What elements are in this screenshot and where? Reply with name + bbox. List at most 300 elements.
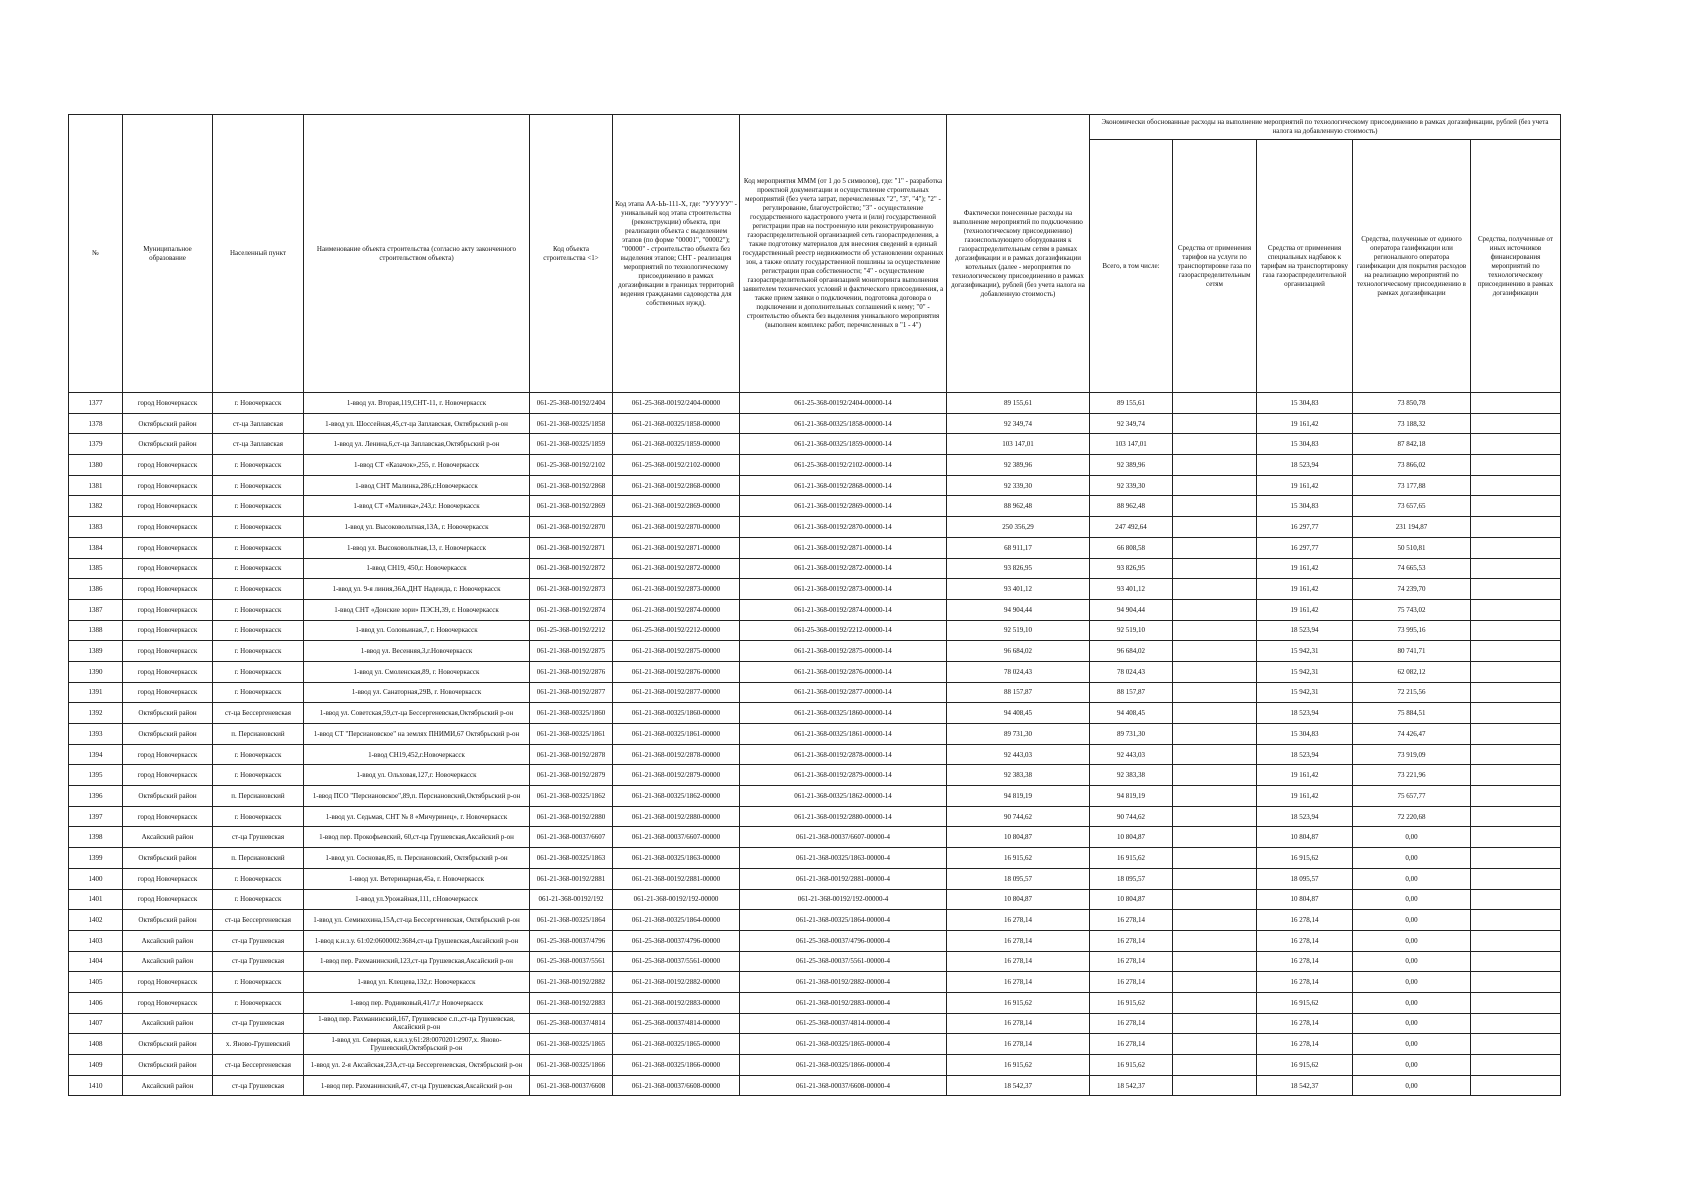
cell-single-operator: 72 220,68 (1353, 806, 1471, 827)
cell-total: 92 383,38 (1090, 765, 1173, 786)
cell-stage-code: 061-21-368-00325/1858-00000 (613, 413, 740, 434)
cell-other-sources (1471, 1034, 1561, 1055)
cell-single-operator: 0,00 (1353, 1013, 1471, 1034)
cell-settlement: г. Новочеркасск (213, 744, 304, 765)
cell-object-name: 1-ввод ул. Ольховая,127,г. Новочеркасск (304, 765, 530, 786)
cell-object-code: 061-21-368-00037/6607 (530, 827, 613, 848)
cell-no: 1398 (69, 827, 123, 848)
cell-actual-costs: 78 024,43 (947, 661, 1090, 682)
cell-tariff-transport (1173, 724, 1257, 745)
cell-no: 1400 (69, 868, 123, 889)
cell-municipality: город Новочеркасск (123, 393, 213, 414)
cell-stage-code: 061-21-368-00192/2876-00000 (613, 661, 740, 682)
cell-actual-costs: 96 684,02 (947, 641, 1090, 662)
cell-other-sources (1471, 930, 1561, 951)
cell-object-code: 061-21-368-00325/1861 (530, 724, 613, 745)
cell-tariff-transport (1173, 868, 1257, 889)
cell-settlement: г. Новочеркасск (213, 558, 304, 579)
cell-total: 96 684,02 (1090, 641, 1173, 662)
cell-municipality: Октябрьский район (123, 848, 213, 869)
cell-other-sources (1471, 661, 1561, 682)
cell-object-code: 061-21-368-00037/6608 (530, 1075, 613, 1096)
table-row (69, 682, 1561, 703)
cell-event-code: 061-21-368-00325/1866-00000-4 (740, 1055, 947, 1076)
cell-object-name: 1-ввод ул. 9-я линия,36А,ДНТ Надежда, г. Новочеркасск (304, 579, 530, 600)
cell-settlement: ст-ца Бессергеневская (213, 703, 304, 724)
cell-tariff-transport (1173, 910, 1257, 931)
cell-settlement: ст-ца Грушевская (213, 1013, 304, 1034)
cell-other-sources (1471, 599, 1561, 620)
cell-object-name: 1-ввод СН19, 450,г. Новочеркасск (304, 558, 530, 579)
cell-object-name: 1-ввод СТ «Казачок»,255, г. Новочеркасск (304, 455, 530, 476)
cell-tariff-transport (1173, 786, 1257, 807)
cell-actual-costs: 88 157,87 (947, 682, 1090, 703)
cell-single-operator: 75 884,51 (1353, 703, 1471, 724)
cell-other-sources (1471, 786, 1561, 807)
cell-municipality: город Новочеркасск (123, 641, 213, 662)
cell-tariff-transport (1173, 806, 1257, 827)
cell-other-sources (1471, 496, 1561, 517)
cell-object-code: 061-25-368-00037/4796 (530, 930, 613, 951)
cell-special-markups: 16 278,14 (1257, 1013, 1353, 1034)
cell-object-name: 1-ввод ул. Санаторная,29В, г. Новочеркасск (304, 682, 530, 703)
table-row (69, 517, 1561, 538)
cell-actual-costs: 94 904,44 (947, 599, 1090, 620)
cell-settlement: х. Яново-Грушевский (213, 1034, 304, 1055)
cell-settlement: ст-ца Грушевская (213, 951, 304, 972)
cell-single-operator: 0,00 (1353, 1034, 1471, 1055)
cell-total: 89 731,30 (1090, 724, 1173, 745)
cell-municipality: город Новочеркасск (123, 537, 213, 558)
cell-municipality: Аксайский район (123, 951, 213, 972)
cell-other-sources (1471, 910, 1561, 931)
table-row (69, 455, 1561, 476)
cell-total: 89 155,61 (1090, 393, 1173, 414)
cell-event-code: 061-21-368-00192/2881-00000-4 (740, 868, 947, 889)
cell-event-code: 061-21-368-00325/1860-00000-14 (740, 703, 947, 724)
cell-special-markups: 15 304,83 (1257, 434, 1353, 455)
cell-actual-costs: 92 383,38 (947, 765, 1090, 786)
cell-total: 16 278,14 (1090, 951, 1173, 972)
cell-settlement: г. Новочеркасск (213, 682, 304, 703)
cell-special-markups: 19 161,42 (1257, 765, 1353, 786)
table-row (69, 1034, 1561, 1055)
cell-actual-costs: 16 915,62 (947, 992, 1090, 1013)
header-object-name: Наименование объекта строительства (согласно акту законченного строительством объекта) (304, 115, 530, 393)
cell-actual-costs: 16 278,14 (947, 972, 1090, 993)
cell-other-sources (1471, 744, 1561, 765)
cell-tariff-transport (1173, 1013, 1257, 1034)
cell-other-sources (1471, 682, 1561, 703)
cell-no: 1391 (69, 682, 123, 703)
cell-event-code: 061-21-368-00192/2874-00000-14 (740, 599, 947, 620)
cell-stage-code: 061-25-368-00192/2404-00000 (613, 393, 740, 414)
cell-tariff-transport (1173, 537, 1257, 558)
cell-stage-code: 061-21-368-00192/2871-00000 (613, 537, 740, 558)
cell-single-operator: 74 426,47 (1353, 724, 1471, 745)
cell-actual-costs: 16 278,14 (947, 910, 1090, 931)
table-row (69, 930, 1561, 951)
table-row (69, 765, 1561, 786)
cell-stage-code: 061-21-368-00325/1865-00000 (613, 1034, 740, 1055)
cell-single-operator: 73 221,96 (1353, 765, 1471, 786)
cell-special-markups: 19 161,42 (1257, 599, 1353, 620)
cell-total: 10 804,87 (1090, 827, 1173, 848)
table-row (69, 641, 1561, 662)
cell-event-code: 061-21-368-00325/1865-00000-4 (740, 1034, 947, 1055)
cell-other-sources (1471, 517, 1561, 538)
cell-no: 1379 (69, 434, 123, 455)
cell-object-code: 061-21-368-00192/2869 (530, 496, 613, 517)
cell-event-code: 061-21-368-00037/6607-00000-4 (740, 827, 947, 848)
cell-other-sources (1471, 951, 1561, 972)
cell-settlement: ст-ца Грушевская (213, 1075, 304, 1096)
cell-special-markups: 16 278,14 (1257, 910, 1353, 931)
cell-total: 16 278,14 (1090, 1034, 1173, 1055)
cell-single-operator: 87 842,18 (1353, 434, 1471, 455)
cell-settlement: г. Новочеркасск (213, 579, 304, 600)
cell-object-name: 1-ввод ул. Клещева,132,г. Новочеркасск (304, 972, 530, 993)
cell-settlement: г. Новочеркасск (213, 641, 304, 662)
cell-tariff-transport (1173, 599, 1257, 620)
cell-event-code: 061-21-368-00192/2877-00000-14 (740, 682, 947, 703)
cell-settlement: г. Новочеркасск (213, 806, 304, 827)
cell-single-operator: 74 665,53 (1353, 558, 1471, 579)
cell-actual-costs: 16 278,14 (947, 1013, 1090, 1034)
table-row (69, 475, 1561, 496)
cell-special-markups: 16 915,62 (1257, 992, 1353, 1013)
table-row (69, 496, 1561, 517)
cell-single-operator: 75 743,02 (1353, 599, 1471, 620)
cell-special-markups: 15 942,31 (1257, 661, 1353, 682)
cell-event-code: 061-21-368-00192/2873-00000-14 (740, 579, 947, 600)
cell-total: 90 744,62 (1090, 806, 1173, 827)
cell-stage-code: 061-21-368-00192/2880-00000 (613, 806, 740, 827)
cell-settlement: ст-ца Бессергеневская (213, 1055, 304, 1076)
cell-object-code: 061-25-368-00037/5561 (530, 951, 613, 972)
cell-event-code: 061-21-368-00192/2879-00000-14 (740, 765, 947, 786)
cell-event-code: 061-21-368-00192/2876-00000-14 (740, 661, 947, 682)
table-row (69, 868, 1561, 889)
cell-total: 92 519,10 (1090, 620, 1173, 641)
cell-special-markups: 16 278,14 (1257, 930, 1353, 951)
cell-object-name: 1-ввод ул.Урожайная,111, г.Новочеркасск (304, 889, 530, 910)
cell-settlement: г. Новочеркасск (213, 868, 304, 889)
cell-municipality: Аксайский район (123, 1013, 213, 1034)
cell-settlement: г. Новочеркасск (213, 455, 304, 476)
cell-stage-code: 061-21-368-00192/2870-00000 (613, 517, 740, 538)
cell-special-markups: 16 278,14 (1257, 972, 1353, 993)
cell-tariff-transport (1173, 827, 1257, 848)
cell-no: 1396 (69, 786, 123, 807)
cell-stage-code: 061-21-368-00192/2869-00000 (613, 496, 740, 517)
cell-actual-costs: 16 278,14 (947, 1034, 1090, 1055)
header-municipality: Муниципальное образование (123, 115, 213, 393)
cell-stage-code: 061-25-368-00192/2212-00000 (613, 620, 740, 641)
cell-single-operator: 0,00 (1353, 930, 1471, 951)
table-row (69, 951, 1561, 972)
cell-event-code: 061-25-368-00192/2102-00000-14 (740, 455, 947, 476)
cell-special-markups: 10 804,87 (1257, 827, 1353, 848)
cell-municipality: город Новочеркасск (123, 682, 213, 703)
cell-single-operator: 80 741,71 (1353, 641, 1471, 662)
cell-single-operator: 0,00 (1353, 889, 1471, 910)
cell-municipality: город Новочеркасск (123, 765, 213, 786)
cell-single-operator: 62 082,12 (1353, 661, 1471, 682)
cell-stage-code: 061-21-368-00325/1863-00000 (613, 848, 740, 869)
cell-other-sources (1471, 434, 1561, 455)
cell-special-markups: 18 523,94 (1257, 703, 1353, 724)
cell-municipality: Аксайский район (123, 827, 213, 848)
cell-total: 88 962,48 (1090, 496, 1173, 517)
cell-total: 16 915,62 (1090, 992, 1173, 1013)
cell-special-markups: 18 095,57 (1257, 868, 1353, 889)
cell-tariff-transport (1173, 455, 1257, 476)
cell-total: 16 278,14 (1090, 1013, 1173, 1034)
cell-tariff-transport (1173, 579, 1257, 600)
cell-object-name: 1-ввод СН19,452,г.Новочеркасск (304, 744, 530, 765)
cell-actual-costs: 16 278,14 (947, 930, 1090, 951)
cell-no: 1408 (69, 1034, 123, 1055)
cell-stage-code: 061-21-368-00325/1861-00000 (613, 724, 740, 745)
cell-object-code: 061-21-368-00325/1860 (530, 703, 613, 724)
cell-tariff-transport (1173, 848, 1257, 869)
cell-object-name: 1-ввод ул. Смоленская,89, г. Новочеркасск (304, 661, 530, 682)
cell-tariff-transport (1173, 558, 1257, 579)
header-object-code: Код объекта строительства <1> (530, 115, 613, 393)
header-tariff-transport: Средства от применения тарифов на услуги по транспортировке газа по газораспределительным сетям (1173, 140, 1257, 393)
cell-stage-code: 061-21-368-00192/2883-00000 (613, 992, 740, 1013)
cell-special-markups: 16 278,14 (1257, 951, 1353, 972)
cell-object-code: 061-21-368-00192/2883 (530, 992, 613, 1013)
cell-actual-costs: 92 443,03 (947, 744, 1090, 765)
cell-municipality: город Новочеркасск (123, 744, 213, 765)
cell-object-code: 061-25-368-00192/2102 (530, 455, 613, 476)
cell-stage-code: 061-25-368-00037/4814-00000 (613, 1013, 740, 1034)
cell-event-code: 061-21-368-00192/2882-00000-4 (740, 972, 947, 993)
cell-single-operator: 0,00 (1353, 1075, 1471, 1096)
cell-no: 1403 (69, 930, 123, 951)
cell-other-sources (1471, 703, 1561, 724)
cell-total: 18 542,37 (1090, 1075, 1173, 1096)
cell-special-markups: 19 161,42 (1257, 579, 1353, 600)
cell-settlement: г. Новочеркасск (213, 992, 304, 1013)
cell-settlement: г. Новочеркасск (213, 517, 304, 538)
cell-settlement: ст-ца Грушевская (213, 930, 304, 951)
cell-object-code: 061-21-368-00192/2870 (530, 517, 613, 538)
cell-other-sources (1471, 889, 1561, 910)
cell-event-code: 061-25-368-00037/5561-00000-4 (740, 951, 947, 972)
cell-stage-code: 061-21-368-00325/1866-00000 (613, 1055, 740, 1076)
cell-object-code: 061-25-368-00037/4814 (530, 1013, 613, 1034)
cell-other-sources (1471, 475, 1561, 496)
cell-stage-code: 061-21-368-00192/2875-00000 (613, 641, 740, 662)
table-row (69, 579, 1561, 600)
cell-actual-costs: 92 519,10 (947, 620, 1090, 641)
cell-municipality: Октябрьский район (123, 786, 213, 807)
cell-object-name: 1-ввод пер. Рахманинский,123,ст-ца Грушевская,Аксайский р-он (304, 951, 530, 972)
cell-settlement: ст-ца Бессергеневская (213, 910, 304, 931)
cell-total: 18 095,57 (1090, 868, 1173, 889)
cell-object-name: 1-ввод ул. Семикохина,15А,ст-ца Бессергеневская, Октябрьский р-он (304, 910, 530, 931)
cell-special-markups: 16 278,14 (1257, 1034, 1353, 1055)
cell-event-code: 061-21-368-00325/1859-00000-14 (740, 434, 947, 455)
cost-table-sheet (68, 114, 1560, 1104)
cell-no: 1402 (69, 910, 123, 931)
cell-special-markups: 19 161,42 (1257, 786, 1353, 807)
cell-object-name: 1-ввод ул. Седьмая, СНТ № 8 «Мичуринец», г. Новочеркасск (304, 806, 530, 827)
cell-other-sources (1471, 455, 1561, 476)
cell-other-sources (1471, 724, 1561, 745)
cell-municipality: город Новочеркасск (123, 661, 213, 682)
cell-total: 78 024,43 (1090, 661, 1173, 682)
cell-stage-code: 061-21-368-00192/2881-00000 (613, 868, 740, 889)
cell-special-markups: 16 297,77 (1257, 537, 1353, 558)
cell-municipality: Октябрьский район (123, 703, 213, 724)
cell-object-code: 061-21-368-00325/1866 (530, 1055, 613, 1076)
cell-tariff-transport (1173, 1034, 1257, 1055)
cell-special-markups: 18 523,94 (1257, 455, 1353, 476)
cell-actual-costs: 250 356,29 (947, 517, 1090, 538)
cell-other-sources (1471, 1055, 1561, 1076)
cell-tariff-transport (1173, 765, 1257, 786)
cell-no: 1381 (69, 475, 123, 496)
cell-object-name: 1-ввод СТ "Персиановское" на землях ПНИМИ,67 Октябрьский р-он (304, 724, 530, 745)
cell-stage-code: 061-21-368-00192/2868-00000 (613, 475, 740, 496)
cell-other-sources (1471, 1075, 1561, 1096)
cell-event-code: 061-21-368-00192/192-00000-4 (740, 889, 947, 910)
cell-no: 1389 (69, 641, 123, 662)
cell-actual-costs: 103 147,01 (947, 434, 1090, 455)
cell-tariff-transport (1173, 475, 1257, 496)
cell-object-name: 1-ввод ул. Ленина,6,ст-ца Заплавская,Октябрьский р-он (304, 434, 530, 455)
cell-settlement: ст-ца Заплавская (213, 434, 304, 455)
cell-special-markups: 16 915,62 (1257, 848, 1353, 869)
cell-no: 1382 (69, 496, 123, 517)
cell-stage-code: 061-21-368-00192/2873-00000 (613, 579, 740, 600)
cell-object-code: 061-21-368-00192/2879 (530, 765, 613, 786)
cell-special-markups: 19 161,42 (1257, 413, 1353, 434)
cell-actual-costs: 89 155,61 (947, 393, 1090, 414)
cell-actual-costs: 18 542,37 (947, 1075, 1090, 1096)
cell-special-markups: 15 942,31 (1257, 641, 1353, 662)
cell-total: 16 915,62 (1090, 1055, 1173, 1076)
cell-tariff-transport (1173, 889, 1257, 910)
cell-actual-costs: 93 401,12 (947, 579, 1090, 600)
cell-object-name: 1-ввод ул. 2-я Аксайская,23А,ст-ца Бессергеневская, Октябрьский р-он (304, 1055, 530, 1076)
cell-municipality: город Новочеркасск (123, 579, 213, 600)
cell-actual-costs: 92 339,30 (947, 475, 1090, 496)
cell-no: 1387 (69, 599, 123, 620)
cell-event-code: 061-21-368-00192/2870-00000-14 (740, 517, 947, 538)
cell-object-name: 1-ввод пер. Родниковый,41/7,г Новочеркасск (304, 992, 530, 1013)
cell-stage-code: 061-21-368-00192/2877-00000 (613, 682, 740, 703)
cell-total: 16 278,14 (1090, 910, 1173, 931)
cell-event-code: 061-21-368-00325/1858-00000-14 (740, 413, 947, 434)
cell-object-name: 1-ввод ул. Ветеринарная,45а, г. Новочеркасск (304, 868, 530, 889)
cell-settlement: г. Новочеркасск (213, 496, 304, 517)
cell-no: 1407 (69, 1013, 123, 1034)
cell-object-code: 061-21-368-00325/1865 (530, 1034, 613, 1055)
cell-tariff-transport (1173, 951, 1257, 972)
cell-actual-costs: 88 962,48 (947, 496, 1090, 517)
cell-municipality: Аксайский район (123, 930, 213, 951)
cell-actual-costs: 92 349,74 (947, 413, 1090, 434)
cell-other-sources (1471, 1013, 1561, 1034)
cell-event-code: 061-25-368-00192/2212-00000-14 (740, 620, 947, 641)
cell-single-operator: 73 850,78 (1353, 393, 1471, 414)
cell-stage-code: 061-21-368-00192/2882-00000 (613, 972, 740, 993)
cell-no: 1380 (69, 455, 123, 476)
cell-actual-costs: 92 389,96 (947, 455, 1090, 476)
table-row (69, 413, 1561, 434)
cell-no: 1393 (69, 724, 123, 745)
cell-no: 1383 (69, 517, 123, 538)
table-row (69, 1055, 1561, 1076)
cell-other-sources (1471, 992, 1561, 1013)
cell-total: 66 808,58 (1090, 537, 1173, 558)
cell-actual-costs: 10 804,87 (947, 889, 1090, 910)
cell-stage-code: 061-21-368-00192/2878-00000 (613, 744, 740, 765)
table-row (69, 537, 1561, 558)
cell-event-code: 061-21-368-00325/1862-00000-14 (740, 786, 947, 807)
cell-object-name: 1-ввод ул. Весенняя,3,г.Новочеркасск (304, 641, 530, 662)
cell-event-code: 061-21-368-00192/2868-00000-14 (740, 475, 947, 496)
cell-tariff-transport (1173, 930, 1257, 951)
table-header (69, 115, 1561, 393)
cell-settlement: п. Персиановский (213, 786, 304, 807)
cell-single-operator: 0,00 (1353, 992, 1471, 1013)
cell-settlement: п. Персиановский (213, 848, 304, 869)
cell-event-code: 061-21-368-00325/1863-00000-4 (740, 848, 947, 869)
cell-stage-code: 061-21-368-00037/6607-00000 (613, 827, 740, 848)
cell-municipality: Октябрьский район (123, 724, 213, 745)
cell-event-code: 061-21-368-00192/2875-00000-14 (740, 641, 947, 662)
cell-stage-code: 061-21-368-00325/1864-00000 (613, 910, 740, 931)
cell-tariff-transport (1173, 496, 1257, 517)
table-row (69, 744, 1561, 765)
cell-actual-costs: 68 911,17 (947, 537, 1090, 558)
cell-object-name: 1-ввод ул. Сосновая,85, п. Персиановский, Октябрьский р-он (304, 848, 530, 869)
cell-single-operator: 0,00 (1353, 848, 1471, 869)
table-row (69, 558, 1561, 579)
cell-municipality: город Новочеркасск (123, 868, 213, 889)
header-actual-costs: Фактически понесенные расходы на выполнение мероприятий по подключению (технологическому присоединению) газоиспользующего оборудования к газораспределительным сетям в рамках догазификации и в рамках догазификации котельных (далее - мероприятия по технологическому присоединению в рамках догазификации), рублей (без учета налога на добавленную стоимость) (947, 115, 1090, 393)
cell-object-name: 1-ввод пер. Рахманинский,167, Грушевское с.п.,ст-ца Грушевская, Аксайский р-он (304, 1013, 530, 1034)
cell-municipality: Октябрьский район (123, 434, 213, 455)
cell-single-operator: 75 657,77 (1353, 786, 1471, 807)
header-total: Всего, в том числе: (1090, 140, 1173, 393)
cell-no: 1388 (69, 620, 123, 641)
cell-no: 1384 (69, 537, 123, 558)
cell-total: 92 443,03 (1090, 744, 1173, 765)
cell-object-code: 061-21-368-00192/2873 (530, 579, 613, 600)
cell-municipality: Октябрьский район (123, 1034, 213, 1055)
cell-object-name: 1-ввод СНТ Малинка,286,г.Новочеркасск (304, 475, 530, 496)
cost-table (68, 114, 1561, 1096)
cell-municipality: город Новочеркасск (123, 889, 213, 910)
cell-total: 92 349,74 (1090, 413, 1173, 434)
cell-object-name: 1-ввод СНТ «Донские зори» ПЭСН,39, г. Новочеркасск (304, 599, 530, 620)
cell-single-operator: 73 995,16 (1353, 620, 1471, 641)
cell-settlement: г. Новочеркасск (213, 537, 304, 558)
cell-actual-costs: 89 731,30 (947, 724, 1090, 745)
cell-settlement: г. Новочеркасск (213, 620, 304, 641)
cell-stage-code: 061-21-368-00325/1862-00000 (613, 786, 740, 807)
cell-special-markups: 15 942,31 (1257, 682, 1353, 703)
cell-no: 1410 (69, 1075, 123, 1096)
cell-total: 93 826,95 (1090, 558, 1173, 579)
